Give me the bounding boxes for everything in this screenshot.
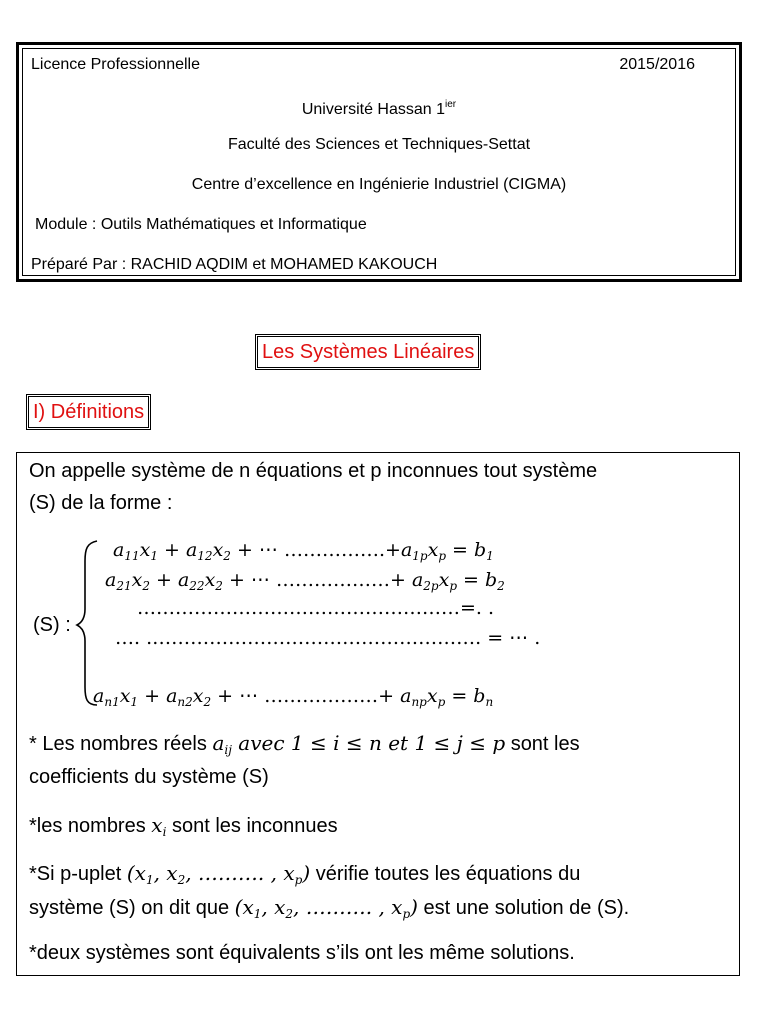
equation-row-n: $a_{n1}x_1 + a_{n2}x_2$ + ⋯ ………………+ $a_{np}x_p = b_n$ (93, 685, 494, 709)
prepared-by: Préparé Par : RACHID AQDIM et MOHAMED KAKOUCH (31, 256, 438, 273)
header-box (16, 42, 742, 282)
equation-row-2: $a_{21}x_2 + a_{22}x_2$ + ⋯ ………………+ $a_{2p}x_p = b_2$ (105, 569, 505, 593)
solution-suffix: est une solution de (S). (423, 897, 630, 919)
equation-row-4: …. .……………………………………………. = ⋯ . (115, 627, 541, 649)
puplet-prefix: *Si p-uplet (29, 863, 122, 885)
puplet-suffix: vérifie toutes les équations du (315, 863, 581, 885)
equivalence-line: *deux systèmes sont équivalents s’ils ont les même solutions. (29, 942, 575, 964)
solution-prefix: système (S) on dit que (29, 897, 230, 919)
system-label: (S) : (33, 614, 71, 636)
intro-line-1: On appelle système de n équations et p inconnues tout système (29, 460, 598, 482)
coef-condition: $a_{ij}$ avec 1 ≤ i ≤ n et 1 ≤ j ≤ p (212, 731, 506, 757)
equation-row-1: $a_{11}x_1 + a_{12}x_2$ + ⋯ $\dots\dots\dots\dots\dots.+a_{1p}x_p = b_1$ (113, 539, 494, 563)
puplet-tuple: ($x_1$, $x_2$, ………. , $x_p$) (126, 861, 311, 887)
equation-row-3: ……………………………………………=. . (137, 597, 495, 619)
university-name (23, 95, 735, 120)
unknowns-suffix: sont les inconnues (171, 815, 338, 837)
intro-line-2: (S) de la forme : (29, 492, 173, 514)
university-text: Université Hassan 1 (301, 101, 446, 118)
program-label: Licence Professionnelle (31, 56, 200, 73)
academic-year: 2015/2016 (619, 56, 695, 73)
header-inner-border (22, 48, 736, 276)
solution-tuple: ($x_1$, $x_2$, ………. , $x_p$) (234, 895, 418, 921)
module-name: Module : Outils Mathématiques et Informatique (35, 216, 367, 233)
coef-prefix: * Les nombres réels (29, 733, 207, 755)
definition-box (16, 452, 740, 976)
unknowns-symbol: $x_i$ (151, 813, 167, 839)
solution-line (29, 891, 629, 930)
centre-name: Centre d’excellence en Ingénierie Industriel (CIGMA) (191, 176, 567, 193)
university-sup: ier (445, 99, 457, 110)
left-brace-icon (75, 539, 101, 707)
faculty-name: Faculté des Sciences et Techniques-Settat (227, 136, 531, 153)
coef-suffix: sont les (510, 733, 580, 755)
coefficients-line-2: coefficients du système (S) (29, 766, 269, 788)
unknowns-prefix: *les nombres (29, 815, 146, 837)
main-title: Les Systèmes Linéaires (255, 334, 481, 370)
unknowns-line (29, 809, 338, 848)
section-title: I) Définitions (26, 394, 151, 430)
